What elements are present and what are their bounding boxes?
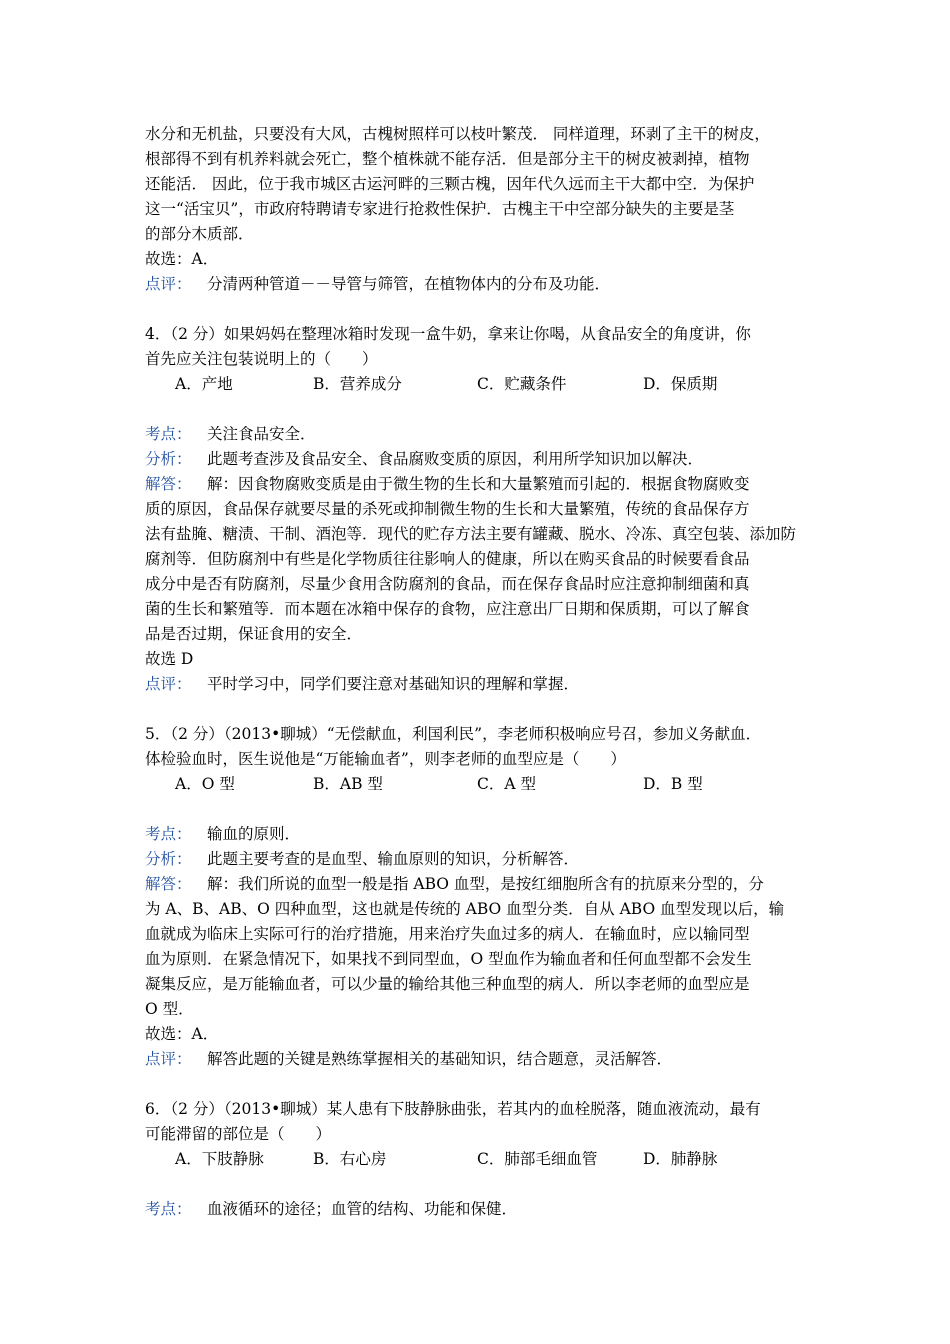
question-4: [145, 322, 825, 697]
point-text: 关注食品安全．: [207, 425, 316, 443]
analysis-label: 分析：: [145, 850, 192, 868]
text-line: 为 A、B、AB、O 四种血型，这也就是传统的 ABO 血型分类．自从 ABO 血型发现以后，输: [145, 900, 785, 918]
option-b: B．右心房: [313, 1150, 387, 1168]
option-c: C．贮藏条件: [477, 375, 567, 393]
question-stem: 首先应关注包装说明上的（ ）: [145, 350, 378, 368]
text-line: 菌的生长和繁殖等．而本题在冰箱中保存的食物，应注意出厂日期和保质期，可以了解食: [145, 600, 750, 618]
point-label: 考点：: [145, 825, 192, 843]
text-line: 的部分木质部．: [145, 225, 254, 243]
point-line: [145, 822, 825, 847]
point-line: [145, 422, 825, 447]
comment-line: [145, 272, 825, 297]
text-line: 法有盐腌、糖渍、干制、酒泡等．现代的贮存方法主要有罐藏、脱水、冷冻、真空包装、添加防: [145, 525, 797, 543]
comment-line: [145, 1047, 825, 1072]
option-c: C．A 型: [477, 775, 536, 793]
solution-line: [145, 872, 825, 897]
text-line: 根部得不到有机养料就会死亡，整个植株就不能存活．但是部分主干的树皮被剥掉，植物: [145, 150, 750, 168]
solution-text: 解：我们所说的血型一般是指 ABO 血型，是按红细胞所含有的抗原来分型的，分: [207, 875, 764, 893]
analysis-label: 分析：: [145, 450, 192, 468]
point-label: 考点：: [145, 1200, 192, 1218]
question-stem: 可能滞留的部位是（ ）: [145, 1125, 332, 1143]
option-b: B．营养成分: [313, 375, 402, 393]
option-b: B．AB 型: [313, 775, 383, 793]
question-5: [145, 722, 825, 1072]
point-text: 血液循环的途径；血管的结构、功能和保健．: [207, 1200, 518, 1218]
text-line: 品是否过期，保证食用的安全．: [145, 625, 363, 643]
analysis-line: [145, 447, 825, 472]
answer-line: 故选 D: [145, 650, 194, 668]
question-6: [145, 1097, 825, 1222]
text-line: 还能活． 因此，位于我市城区古运河畔的三颗古槐，因年代久远而主干大都中空．为保护: [145, 175, 755, 193]
question-stem: 5．（2 分）（2013•聊城）“无偿献血，利国利民”，李老师积极响应号召，参加义务献血．: [145, 725, 762, 743]
answer-line: 故选：A．: [145, 250, 219, 268]
point-line: [145, 1197, 825, 1222]
answer-line: 故选：A．: [145, 1025, 219, 1043]
options-row: [145, 772, 825, 797]
options-row: [145, 372, 825, 397]
question-stem: 体检验血时，医生说他是“万能输血者”，则李老师的血型应是（ ）: [145, 750, 626, 768]
analysis-text: 此题考查涉及食品安全、食品腐败变质的原因，利用所学知识加以解决．: [207, 450, 704, 468]
point-label: 考点：: [145, 425, 192, 443]
text-line: 水分和无机盐，只要没有大风，古槐树照样可以枝叶繁茂． 同样道理，环剥了主干的树皮，: [145, 125, 770, 143]
solution-label: 解答：: [145, 875, 192, 893]
comment-line: [145, 672, 825, 697]
option-d: D．保质期: [643, 375, 718, 393]
comment-label: 点评：: [145, 1050, 192, 1068]
analysis-line: [145, 847, 825, 872]
text-line: 凝集反应，是万能输血者，可以少量的输给其他三种血型的病人．所以李老师的血型应是: [145, 975, 750, 993]
comment-label: 点评：: [145, 275, 192, 293]
option-c: C．肺部毛细血管: [477, 1150, 598, 1168]
q3-explanation-tail: [145, 122, 825, 297]
question-stem: 4．（2 分）如果妈妈在整理冰箱时发现一盒牛奶，拿来让你喝，从食品安全的角度讲，你: [145, 325, 751, 343]
text-line: 成分中是否有防腐剂，尽量少食用含防腐剂的食品，而在保存食品时应注意抑制细菌和真: [145, 575, 750, 593]
text-line: 血就成为临床上实际可行的治疗措施，用来治疗失血过多的病人．在输血时，应以输同型: [145, 925, 750, 943]
comment-text: 分清两种管道－－导管与筛管，在植物体内的分布及功能．: [207, 275, 611, 293]
option-a: A．下肢静脉: [175, 1150, 264, 1168]
text-line: 这一“活宝贝”，市政府特聘请专家进行抢救性保护．古槐主干中空部分缺失的主要是茎: [145, 200, 735, 218]
analysis-text: 此题主要考查的是血型、输血原则的知识，分析解答．: [207, 850, 580, 868]
options-row: [145, 1147, 825, 1172]
text-line: 血为原则．在紧急情况下，如果找不到同型血，O 型血作为输血者和任何血型都不会发生: [145, 950, 752, 968]
text-line: O 型．: [145, 1000, 194, 1018]
text-line: 腐剂等．但防腐剂中有些是化学物质往往影响人的健康，所以在购买食品的时候要看食品: [145, 550, 750, 568]
option-d: D．肺静脉: [643, 1150, 718, 1168]
question-stem: 6．（2 分）（2013•聊城）某人患有下肢静脉曲张，若其内的血栓脱落，随血液流动，最有: [145, 1100, 761, 1118]
option-a: A．O 型: [175, 775, 235, 793]
comment-text: 平时学习中，同学们要注意对基础知识的理解和掌握．: [207, 675, 580, 693]
document-page: [145, 122, 825, 1222]
text-line: 质的原因，食品保存就要尽量的杀死或抑制微生物的生长和大量繁殖，传统的食品保存方: [145, 500, 750, 518]
option-d: D．B 型: [643, 775, 703, 793]
point-text: 输血的原则．: [207, 825, 301, 843]
comment-label: 点评：: [145, 675, 192, 693]
solution-label: 解答：: [145, 475, 192, 493]
solution-line: [145, 472, 825, 497]
comment-text: 解答此题的关键是熟练掌握相关的基础知识，结合题意，灵活解答．: [207, 1050, 673, 1068]
solution-text: 解：因食物腐败变质是由于微生物的生长和大量繁殖而引起的．根据食物腐败变: [207, 475, 750, 493]
option-a: A．产地: [175, 375, 233, 393]
